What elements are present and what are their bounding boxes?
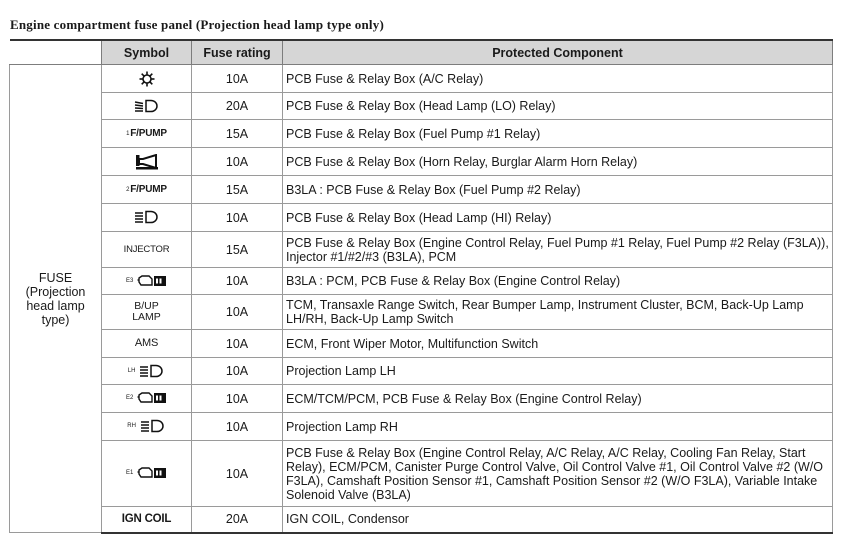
symbol-cell [102, 385, 192, 413]
projection-lamp-lh-icon [139, 364, 165, 378]
protected-component: B3LA : PCB Fuse & Relay Box (Fuel Pump #2 Relay) [283, 176, 833, 204]
protected-component: ECM, Front Wiper Motor, Multifunction Switch [283, 330, 833, 358]
projection-lamp-rh-sup: RH [127, 423, 136, 430]
table-row [10, 441, 833, 507]
table-row [10, 268, 833, 295]
fuse-rating: 10A [192, 358, 283, 385]
protected-component: ECM/TCM/PCM, PCB Fuse & Relay Box (Engine Control Relay) [283, 385, 833, 413]
category-cell [10, 65, 102, 533]
table-row [10, 385, 833, 413]
fuse-rating: 10A [192, 385, 283, 413]
protected-component: PCB Fuse & Relay Box (A/C Relay) [283, 65, 833, 93]
symbol-cell [102, 330, 192, 358]
protected-component: PCB Fuse & Relay Box (Head Lamp (HI) Relay) [283, 204, 833, 232]
engine-control-e3-icon [137, 274, 167, 288]
fuse-rating: 15A [192, 176, 283, 204]
category-label: FUSE (Projection head lamp type) [25, 270, 86, 327]
fuse-rating: 10A [192, 330, 283, 358]
protected-component: PCB Fuse & Relay Box (Engine Control Relay, A/C Relay, A/C Relay, Cooling Fan Relay, Start Relay), ECM/PCM, Canister Purge Control Valve, Oil Control Valve #1, Oil Control Valve #2 (W/O F3LA), Camshaft Position Sensor #1, Camshaft Position Sensor #2 (W/O F3LA), Variable Intake Solenoid Valve (B3LA) [283, 441, 833, 507]
protected-component: PCB Fuse & Relay Box (Head Lamp (LO) Relay) [283, 93, 833, 120]
table-row [10, 507, 833, 533]
table-row [10, 330, 833, 358]
fuse-rating: 10A [192, 295, 283, 330]
page-title: Engine compartment fuse panel (Projection head lamp type only) [10, 17, 384, 32]
protected-component: PCB Fuse & Relay Box (Fuel Pump #1 Relay) [283, 120, 833, 148]
header-protected-component: Protected Component [283, 40, 833, 65]
table-row [10, 204, 833, 232]
table-header-row [10, 40, 833, 65]
table-row [10, 148, 833, 176]
table-row [10, 413, 833, 441]
protected-component: B3LA : PCM, PCB Fuse & Relay Box (Engine Control Relay) [283, 268, 833, 295]
horn-icon [135, 154, 159, 170]
symbol-cell [102, 441, 192, 507]
protected-component: Projection Lamp RH [283, 413, 833, 441]
symbol-cell [102, 204, 192, 232]
table-row [10, 93, 833, 120]
table-row [10, 358, 833, 385]
symbol-cell [102, 176, 192, 204]
table-row [10, 176, 833, 204]
fuel-pump-2-label: $^2$F/PUMP [126, 183, 167, 195]
fuse-rating: 10A [192, 268, 283, 295]
symbol-cell [102, 268, 192, 295]
protected-component: PCB Fuse & Relay Box (Engine Control Relay, Fuel Pump #1 Relay, Fuel Pump #2 Relay (F3LA)), Injector #1/#2/#3 (B3LA), PCM [283, 232, 833, 268]
table-row [10, 65, 833, 93]
engine-control-e1-sup: E1 [125, 470, 134, 477]
table-row [10, 295, 833, 330]
symbol-cell [102, 358, 192, 385]
protected-component: Projection Lamp LH [283, 358, 833, 385]
fuse-rating: 20A [192, 93, 283, 120]
fuse-rating: 10A [192, 204, 283, 232]
header-symbol: Symbol [102, 40, 192, 65]
protected-component: PCB Fuse & Relay Box (Horn Relay, Burglar Alarm Horn Relay) [283, 148, 833, 176]
table-row [10, 120, 833, 148]
engine-control-e2-icon [137, 391, 167, 405]
ams-label: AMS [134, 337, 159, 349]
fuse-rating: 20A [192, 507, 283, 533]
protected-component: TCM, Transaxle Range Switch, Rear Bumper Lamp, Instrument Cluster, BCM, Back-Up Lamp LH/RH, Back-Up Lamp Switch [283, 295, 833, 330]
engine-control-e2-sup: E2 [125, 395, 134, 402]
fuse-rating: 10A [192, 441, 283, 507]
symbol-cell [102, 507, 192, 533]
ac-snowflake-icon [139, 71, 155, 87]
fuse-rating: 10A [192, 413, 283, 441]
backup-lamp-label-line1: B/UP [134, 300, 159, 312]
fuel-pump-1-label: $^1$F/PUMP [126, 127, 167, 139]
header-fuse-rating: Fuse rating [192, 40, 283, 65]
backup-lamp-label-line2: LAMP [132, 311, 161, 323]
high-beam-headlamp-icon [134, 210, 160, 224]
fuse-rating: 10A [192, 148, 283, 176]
symbol-cell [102, 120, 192, 148]
symbol-cell [102, 93, 192, 120]
protected-component: IGN COIL, Condensor [283, 507, 833, 533]
low-beam-headlamp-icon [134, 99, 160, 113]
symbol-cell [102, 295, 192, 330]
table-row [10, 232, 833, 268]
symbol-cell [102, 65, 192, 93]
injector-label: INJECTOR [123, 243, 170, 255]
fuse-rating: 15A [192, 120, 283, 148]
projection-lamp-lh-sup: LH [127, 367, 136, 374]
projection-lamp-rh-icon [140, 419, 166, 433]
symbol-cell [102, 148, 192, 176]
header-blank [10, 40, 102, 65]
engine-control-e3-sup: E3 [125, 277, 134, 284]
symbol-cell [102, 413, 192, 441]
symbol-cell [102, 232, 192, 268]
fuse-rating: 10A [192, 65, 283, 93]
engine-control-e1-icon [137, 466, 167, 480]
fuse-rating: 15A [192, 232, 283, 268]
fuse-table [9, 39, 833, 534]
ign-coil-label: IGN COIL [121, 512, 172, 525]
